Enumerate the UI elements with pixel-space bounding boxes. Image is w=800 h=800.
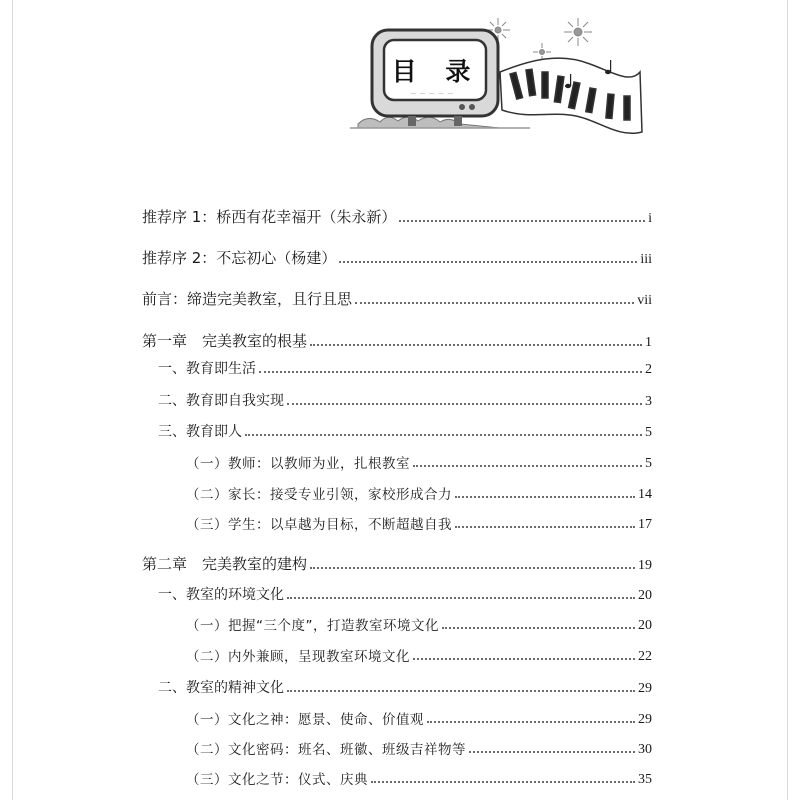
toc-entry-label: 一、教育即生活 xyxy=(158,361,256,377)
toc-entry-label: 第一章 完美教室的根基 xyxy=(142,332,308,350)
toc-entry-page: 14 xyxy=(638,487,652,502)
toc-entry[interactable] xyxy=(186,614,652,634)
dot-leader xyxy=(455,526,635,528)
toc-entry-label: 一、教室的环境文化 xyxy=(158,587,284,603)
toc-entry-label: （二）家长：接受专业引领，家校形成合力 xyxy=(186,487,452,503)
dot-leader xyxy=(371,781,635,783)
toc-entry-label: 推荐序 1：桥西有花幸福开（朱永新） xyxy=(142,208,397,226)
toc-entry-page: vii xyxy=(637,293,652,308)
toc-entry-label: （二）内外兼顾，呈现教室环境文化 xyxy=(186,649,410,665)
dot-leader xyxy=(259,371,642,373)
toc-entry-page: 5 xyxy=(645,456,652,471)
dot-leader xyxy=(399,220,645,222)
toc-entry-label: 前言：缔造完美教室，且行且思 xyxy=(142,290,353,308)
toc-entry-label: （一）文化之神：愿景、使命、价值观 xyxy=(186,712,424,728)
toc-entry-label: 三、教育即人 xyxy=(158,424,242,440)
toc-entry[interactable] xyxy=(158,421,652,441)
toc-entry[interactable] xyxy=(158,584,652,604)
dot-leader xyxy=(469,751,635,753)
toc-entry-page: 5 xyxy=(645,425,652,440)
toc-entry[interactable] xyxy=(186,513,652,533)
dot-leader xyxy=(355,302,634,304)
toc-entry[interactable] xyxy=(186,768,652,788)
dot-leader xyxy=(287,690,635,692)
toc-entry-label: 二、教室的精神文化 xyxy=(158,680,284,696)
toc-entry-page: 19 xyxy=(638,558,652,573)
dot-leader xyxy=(310,567,635,569)
toc-entry-label: 二、教育即自我实现 xyxy=(158,393,284,409)
toc-entry[interactable] xyxy=(142,206,652,227)
toc-entry-label: 第二章 完美教室的建构 xyxy=(142,555,308,573)
dot-leader xyxy=(413,465,642,467)
dot-leader xyxy=(427,721,635,723)
toc-entry[interactable] xyxy=(142,247,652,268)
toc-entry[interactable] xyxy=(186,645,652,665)
dot-leader xyxy=(287,597,635,599)
dot-leader xyxy=(310,344,642,346)
dot-leader xyxy=(442,627,635,629)
toc-entry-page: 29 xyxy=(638,681,652,696)
toc-entry-page: 2 xyxy=(645,362,652,377)
dot-leader xyxy=(287,403,642,405)
dot-leader xyxy=(245,434,642,436)
dot-leader xyxy=(455,496,635,498)
toc-entry-page: 20 xyxy=(638,618,652,633)
svg-text:~ ~ ~ ~ ~: ~ ~ ~ ~ ~ xyxy=(410,89,454,98)
toc-entry-page: 3 xyxy=(645,394,652,409)
toc-entry-label: （三）学生：以卓越为目标，不断超越自我 xyxy=(186,517,452,533)
toc-entry-page: i xyxy=(648,211,652,226)
toc-entry-label: （一）教师：以教师为业，扎根教室 xyxy=(186,456,410,472)
toc-entry[interactable] xyxy=(158,390,652,410)
toc-entry-label: （三）文化之节：仪式、庆典 xyxy=(186,772,368,788)
toc-entry[interactable] xyxy=(158,677,652,697)
toc-entry-label: （一）把握“三个度”，打造教室环境文化 xyxy=(186,618,439,634)
toc-entry[interactable] xyxy=(142,288,652,309)
toc-entry-label: （二）文化密码：班名、班徽、班级吉祥物等 xyxy=(186,742,466,758)
dot-leader xyxy=(413,658,635,660)
toc-entry[interactable] xyxy=(158,358,652,378)
toc-entry[interactable] xyxy=(186,483,652,503)
toc-entry-page: 30 xyxy=(638,742,652,757)
toc-entry[interactable] xyxy=(186,452,652,472)
toc-entry-label: 推荐序 2：不忘初心（杨建） xyxy=(142,249,337,267)
toc-entry-page: 20 xyxy=(638,588,652,603)
toc-entry-page: 22 xyxy=(638,649,652,664)
toc-entry[interactable] xyxy=(186,708,652,728)
toc-entry[interactable] xyxy=(142,330,652,351)
toc-entry-page: iii xyxy=(640,252,652,267)
page-title: 目 录 xyxy=(391,57,481,86)
toc-entry[interactable] xyxy=(142,553,652,574)
dot-leader xyxy=(339,261,637,263)
toc-entry[interactable] xyxy=(186,738,652,758)
toc-entry-page: 29 xyxy=(638,712,652,727)
toc-entry-page: 35 xyxy=(638,772,652,787)
toc-entry-page: 1 xyxy=(645,335,652,350)
toc-entry-page: 17 xyxy=(638,517,652,532)
